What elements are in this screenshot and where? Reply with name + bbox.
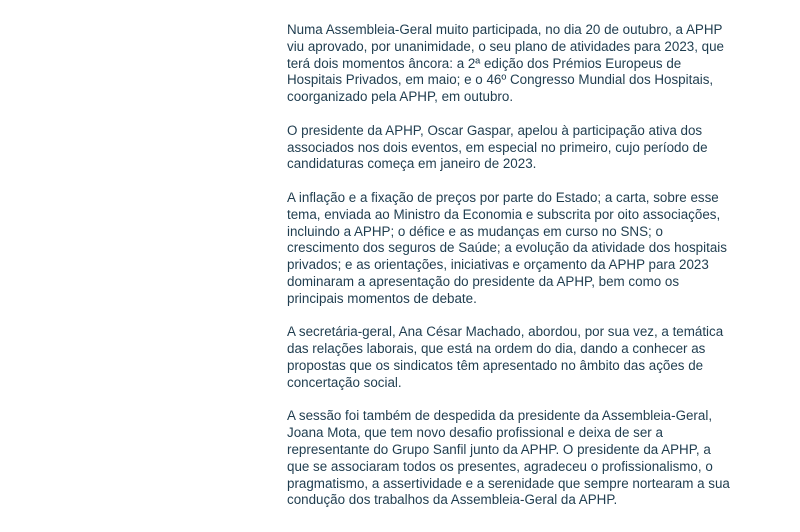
article-paragraph: A secretária-geral, Ana César Machado, abordou, por sua vez, a temática das relações laborais, que está na ordem do dia, dando a conhecer as propostas que os sindicatos têm apresentado no âmbito das ações de concertação social.	[287, 324, 724, 390]
article-body	[287, 22, 747, 509]
article-paragraph: Numa Assembleia-Geral muito participada, no dia 20 de outubro, a APHP viu aprovado, por unanimidade, o seu plano de atividades para 2023, que terá dois momentos âncora: a 2ª edição dos Prémios Europeus de Hospitais Privados, em maio; e o 46º Congresso Mundial dos Hospitais, coorganizado pela APHP, em outubro.	[287, 22, 725, 105]
article-paragraph: A sessão foi também de despedida da presidente da Assembleia-Geral, Joana Mota, que tem novo desafio profissional e deixa de ser a representante do Grupo Sanfil junto da APHP. O presidente da APHP, a que se associaram todos os presentes, agradeceu o profissionalismo, o pragmatismo, a assertividade e a serenidade que sempre nortearam a sua condução dos trabalhos da Assembleia-Geral da APHP.	[287, 408, 730, 508]
article-paragraph: A inflação e a fixação de preços por parte do Estado; a carta, sobre esse tema, enviada ao Ministro da Economia e subscrita por oito associações, incluindo a APHP; o défice e as mudanças em curso no SNS; o crescimento dos seguros de Saúde; a evolução da atividade dos hospitais privados; e as orientações, iniciativas e orçamento da APHP para 2023 dominaram a apresentação do presidente da APHP, bem como os principais momentos de debate.	[287, 189, 727, 306]
article-paragraph: O presidente da APHP, Oscar Gaspar, apelou à participação ativa dos associados nos dois eventos, em especial no primeiro, cujo período de candidaturas começa em janeiro de 2023.	[287, 122, 708, 172]
